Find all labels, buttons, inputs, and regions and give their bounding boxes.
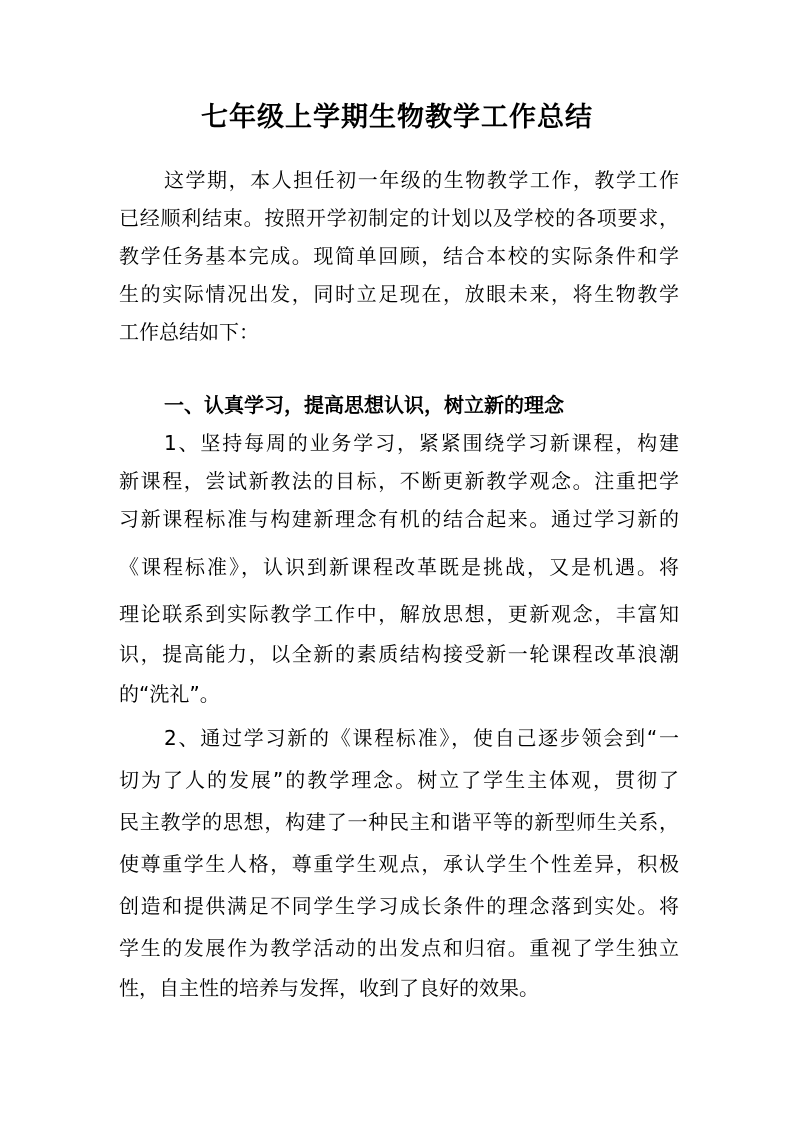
para1-line-5: 理论联系到实际教学工作中，解放思想，更新观念，丰富知: [119, 602, 679, 626]
para2-line-2: 切为了人的发展”的教学理念。树立了学生主体观，贯彻了: [119, 768, 679, 792]
para1-line-7: 的“洗礼”。: [119, 682, 220, 706]
para2-line-6: 学生的发展作为教学活动的出发点和归宿。重视了学生独立: [119, 936, 679, 960]
intro-line-3: 教学任务基本完成。现简单回顾，结合本校的实际条件和学: [119, 244, 679, 268]
para1-line-6: 识，提高能力，以全新的素质结构接受新一轮课程改革浪潮: [119, 642, 679, 666]
para2-line-5: 创造和提供满足不同学生学习成长条件的理念落到实处。将: [119, 894, 679, 918]
para1-line-2: 新课程，尝试新教法的目标，不断更新教学观念。注重把学: [119, 469, 679, 493]
intro-line-1: 这学期，本人担任初一年级的生物教学工作，教学工作: [164, 168, 679, 192]
intro-line-2: 已经顺利结束。按照开学初制定的计划以及学校的各项要求，: [119, 206, 679, 230]
para2-line-3: 民主教学的思想，构建了一种民主和谐平等的新型师生关系，: [119, 810, 679, 834]
para1-line-3: 习新课程标准与构建新理念有机的结合起来。通过学习新的: [119, 507, 679, 531]
para2-line-4: 使尊重学生人格，尊重学生观点，承认学生个性差异，积极: [119, 852, 679, 876]
document-title: 七年级上学期生物教学工作总结: [201, 102, 593, 133]
para2-line-1: 2、通过学习新的《课程标准》，使自己逐步领会到“一: [164, 726, 679, 750]
intro-line-4: 生的实际情况出发，同时立足现在，放眼未来，将生物教学: [119, 282, 679, 306]
section-heading-1: 一、认真学习，提高思想认识，树立新的理念: [164, 393, 564, 417]
intro-line-5: 工作总结如下：: [119, 320, 259, 344]
para1-line-4: 《课程标准》，认识到新课程改革既是挑战，又是机遇。将: [119, 555, 679, 579]
para2-line-7: 性，自主性的培养与发挥，收到了良好的效果。: [119, 976, 539, 1000]
para1-line-1: 1、坚持每周的业务学习，紧紧围绕学习新课程，构建: [164, 431, 679, 455]
